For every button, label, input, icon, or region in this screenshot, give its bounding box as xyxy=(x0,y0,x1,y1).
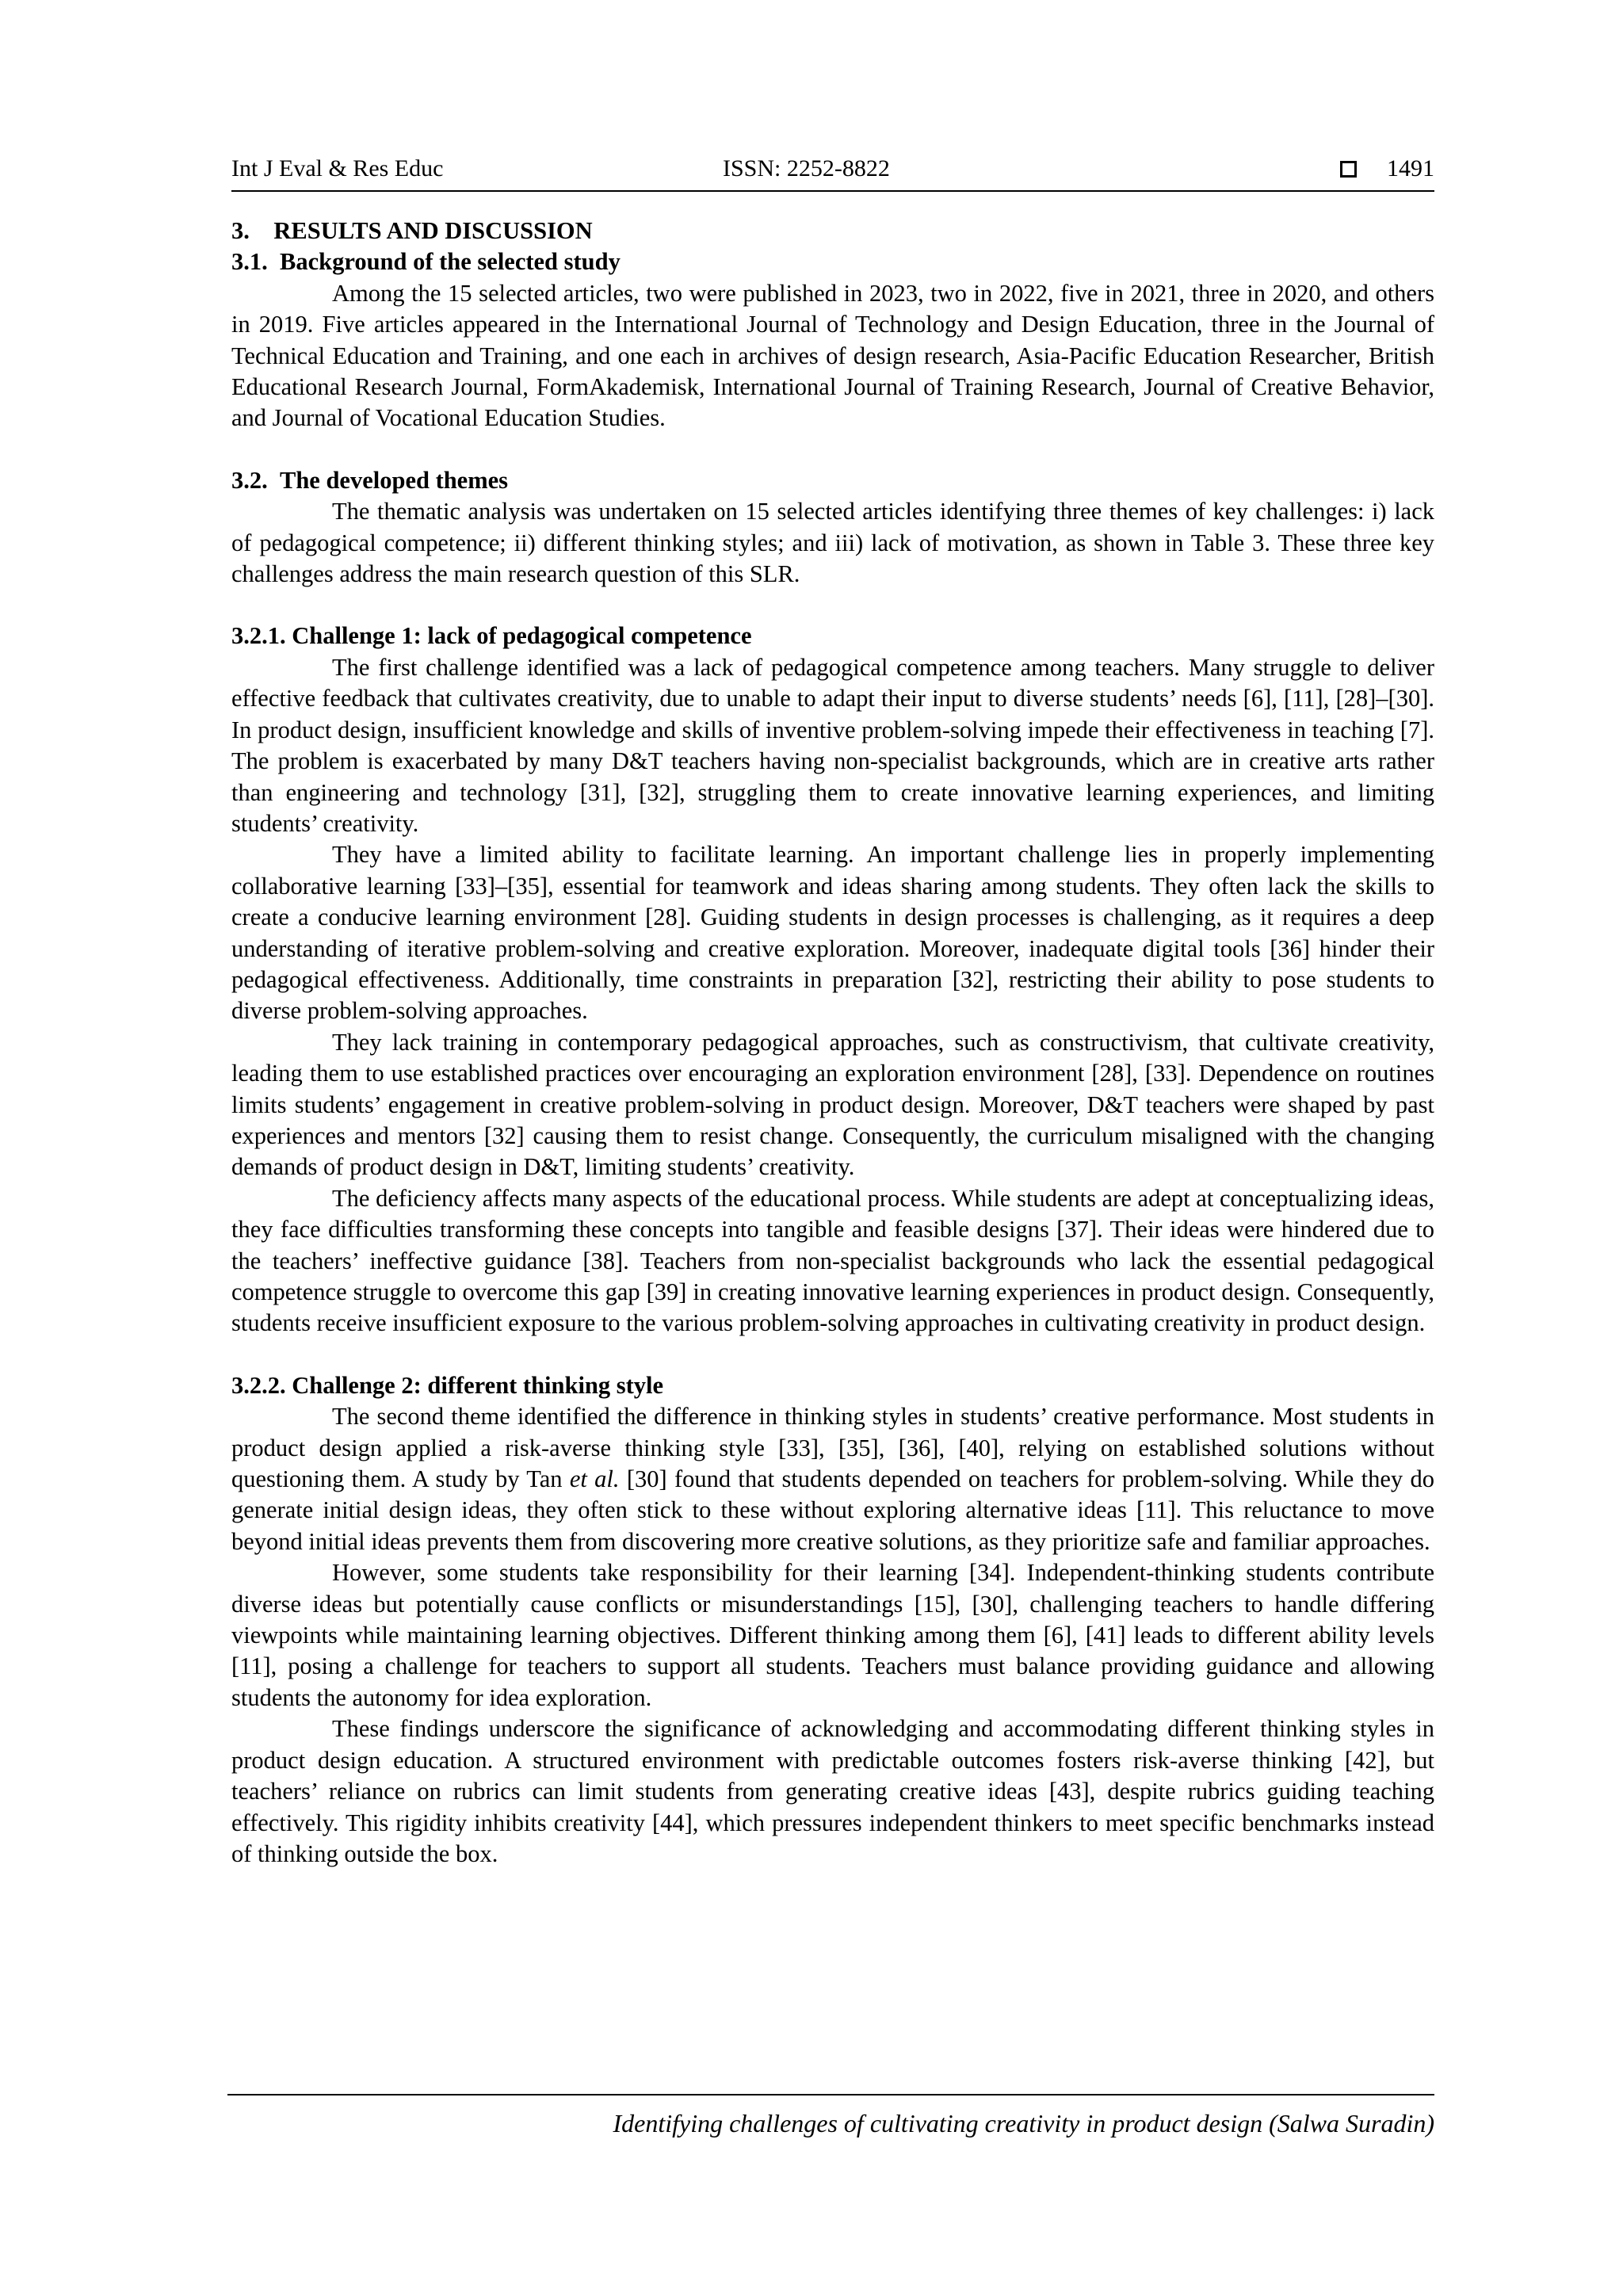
page-header xyxy=(231,155,1434,190)
spacer xyxy=(231,434,1434,465)
journal-name: Int J Eval & Res Educ xyxy=(231,155,444,181)
footer-rule xyxy=(227,2094,1434,2095)
paragraph: Among the 15 selected articles, two were published in 2023, two in 2022, five in 2021, three in 2020, and others in 2019. Five articles appeared in the International Journal of Technology and Design Education, three in the Journal of Technical Education and Training, and one each in archives of design research, Asia-Pacific Education Researcher, British Educational Research Journal, FormAkademisk, International Journal of Training Research, Journal of Creative Behavior, and Journal of Vocational Education Studies. xyxy=(231,279,1434,432)
square-box-icon xyxy=(1340,161,1357,178)
issn: ISSN: 2252-8822 xyxy=(723,155,890,181)
page-number: 1491 xyxy=(1387,155,1434,181)
running-footer: Identifying challenges of cultivating creativity in product design (Salwa Suradin) xyxy=(613,2109,1434,2137)
subsection-heading-background: 3.1. Background of the selected study xyxy=(231,248,621,276)
page-number-group xyxy=(1340,155,1434,182)
section-heading: 3. RESULTS AND DISCUSSION xyxy=(231,217,593,244)
paragraph: They have a limited ability to facilitate learning. An important challenge lies in properly implementing collaborative learning [33]–[35], essential for teamwork and ideas sharing among students. They often lack the skills to create a conducive learning environment [28]. Guiding students in design processes is challenging, as it requires a deep understanding of iterative problem-solving and creative exploration. Moreover, inadequate digital tools [36] hinder their pedagogical effectiveness. Additionally, time constraints in preparation [32], restricting their ability to pose students to diverse problem-solving approaches. xyxy=(231,841,1434,1025)
text-run: [30] found that students depended on teachers for problem-solving. While they do generate initial design ideas, they often stick to these without exploring alternative ideas [11]. This reluctance to move beyond initial ideas prevents them from discovering more creative solutions, as they prioritize safe and familiar approaches. xyxy=(231,1465,1434,1555)
paragraph: These findings underscore the significance of acknowledging and accommodating different thinking styles in product design education. A structured environment with predictable outcomes fosters risk-averse thinking [42], but teachers’ reliance on rubrics can limit students from generating creative ideas [43], despite rubrics guiding teaching effectively. This rigidity inhibits creativity [44], which pressures independent thinkers to meet specific benchmarks instead of thinking outside the box. xyxy=(231,1715,1434,1867)
italic-text: et al. xyxy=(569,1465,620,1493)
paragraph: The first challenge identified was a lack of pedagogical competence among teachers. Many struggle to deliver effective feedback that cultivates creativity, due to unable to adapt their input to diverse students’ needs [6], [11], [28]–[30]. In product design, insufficient knowledge and skills of inventive problem-solving impede their effectiveness in teaching [7]. The problem is exacerbated by many D&T teachers having non-specialist backgrounds, which are in creative arts rather than engineering and technology [31], [32], struggling them to create innovative learning experiences, and limiting students’ creativity. xyxy=(231,653,1434,837)
paragraph: The thematic analysis was undertaken on 15 selected articles identifying three themes of key challenges: i) lack of pedagogical competence; ii) different thinking styles; and iii) lack of motivation, as shown in Table 3. These three key challenges address the main research question of this SLR. xyxy=(231,498,1434,588)
subsection-heading-themes: 3.2. The developed themes xyxy=(231,466,509,494)
subsubsection-heading-challenge-2: 3.2.2. Challenge 2: different thinking style xyxy=(231,1371,664,1399)
paragraph xyxy=(231,1401,1434,1557)
article-body xyxy=(231,216,1434,1870)
header-rule xyxy=(231,190,1434,192)
text-run: The second theme identified the difference in thinking styles in students’ creative performance. Most students in product design applied a risk-averse thinking style [33], [35], [36], [40], relying on established solutions without questioning them. A study by Tan xyxy=(231,1403,1434,1493)
spacer xyxy=(231,1339,1434,1370)
paragraph: They lack training in contemporary pedagogical approaches, such as constructivism, that cultivate creativity, leading them to use established practices over encouraging an exploration environment [28], [33]. Dependence on routines limits students’ engagement in creative problem-solving in product design. Moreover, D&T teachers were shaped by past experiences and mentors [32] causing them to resist change. Consequently, the curriculum misaligned with the changing demands of product design in D&T, limiting students’ creativity. xyxy=(231,1028,1434,1181)
paragraph: However, some students take responsibility for their learning [34]. Independent-thinking students contribute diverse ideas but potentially cause conflicts or misunderstandings [15], [30], challenging teachers to handle differing viewpoints while maintaining learning objectives. Different thinking among them [6], [41] leads to different ability levels [11], posing a challenge for teachers to support all students. Teachers must balance providing guidance and allowing students the autonomy for idea exploration. xyxy=(231,1559,1434,1711)
subsubsection-heading-challenge-1: 3.2.1. Challenge 1: lack of pedagogical competence xyxy=(231,622,752,650)
spacer xyxy=(231,590,1434,621)
paragraph: The deficiency affects many aspects of the educational process. While students are adept at conceptualizing ideas, they face difficulties transforming these concepts into tangible and feasible designs [37]. Their ideas were hindered due to the teachers’ ineffective guidance [38]. Teachers from non-specialist backgrounds who lack the essential pedagogical competence struggle to overcome this gap [39] in creating innovative learning experiences in product design. Consequently, students receive insufficient exposure to the various problem-solving approaches in cultivating creativity in product design. xyxy=(231,1184,1434,1337)
